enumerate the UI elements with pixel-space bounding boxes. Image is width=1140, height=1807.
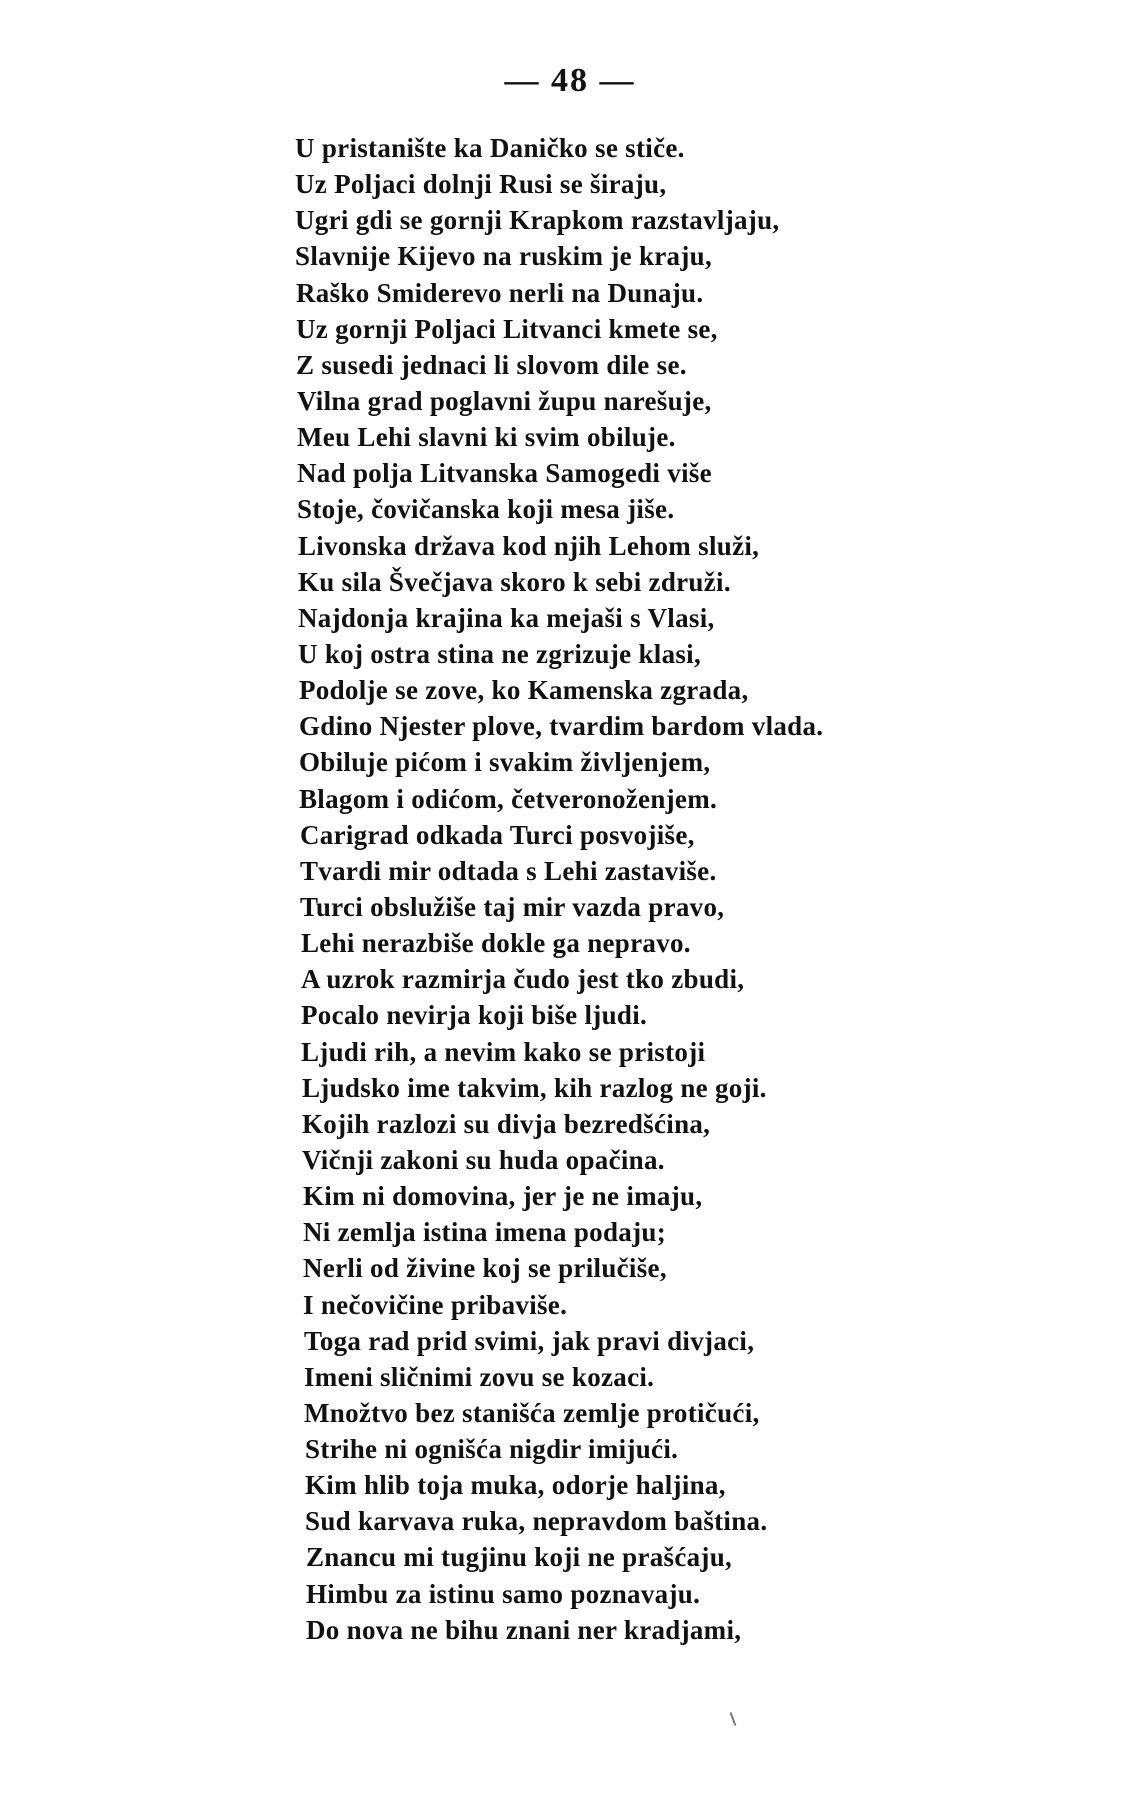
ink-speck <box>730 1712 737 1726</box>
verse-line: Imeni sličnimi zovu se kozaci. <box>304 1361 655 1392</box>
verse-line: Nerli od živine koj se prilučiše, <box>303 1253 667 1284</box>
verse-line: A uzrok razmirja čudo jest tko zbudi, <box>301 964 745 995</box>
verse-line: Vičnji zakoni su huda opačina. <box>302 1144 665 1175</box>
verse-line: Turci obslužiše taj mir vazda pravo, <box>300 891 725 922</box>
verse-line: Stoje, čovičanska koji mesa jiše. <box>297 494 675 525</box>
poem-text <box>295 130 1095 1648</box>
verse-line: Obiluje pićom i svakim življenjem, <box>299 747 711 778</box>
verse-line: U pristanište ka Daničko se stiče. <box>295 133 685 163</box>
verse-line: Raško Smiderevo nerli na Dunaju. <box>296 277 704 308</box>
verse-line: Znancu mi tugjinu koji ne prašćaju, <box>306 1542 733 1573</box>
verse-line: Carigrad odkada Turci posvojiše, <box>300 819 695 850</box>
verse-line: Toga rad prid svimi, jak pravi divjaci, <box>304 1325 755 1356</box>
verse-line: Strihe ni ognišća nigdir imijući. <box>305 1434 679 1465</box>
verse-line: Lehi nerazbiše dokle ga nepravo. <box>301 928 691 959</box>
verse-line: Ku sila Švečjava skoro k sebi združi. <box>298 566 731 597</box>
verse-line: Pocalo nevirja koji biše ljudi. <box>301 1000 648 1031</box>
verse-line: Tvardi mir odtada s Lehi zastaviše. <box>300 855 717 886</box>
verse-line: Kojih razlozi su divja bezredšćina, <box>302 1108 711 1139</box>
verse-line: Meu Lehi slavni ki svim obiluje. <box>297 422 676 453</box>
verse-line: Ljudsko ime takvim, kih razlog ne goji. <box>302 1072 767 1103</box>
page-number: — 48 — <box>504 62 636 99</box>
verse-line: Ni zemlja istina imena podaju; <box>303 1217 666 1248</box>
verse-line: Najdonja krajina ka mejaši s Vlasi, <box>298 602 715 633</box>
verse-line: Uz gornji Poljaci Litvanci kmete se, <box>296 313 718 344</box>
verse-line: Z susedi jednaci li slovom dile se. <box>296 349 687 380</box>
verse-line: Himbu za istinu samo poznavaju. <box>306 1578 701 1609</box>
verse-line: Kim ni domovina, jer je ne imaju, <box>303 1181 703 1212</box>
verse-line: Kim hlib toja muka, odorje haljina, <box>305 1470 726 1501</box>
verse-line: Vilna grad poglavni župu narešuje, <box>297 385 712 416</box>
verse-line: Nad polja Litvanska Samogedi više <box>297 458 712 489</box>
verse-line: U koj ostra stina ne zgrizuje klasi, <box>298 638 702 669</box>
verse-line: Do nova ne bihu znani ner kradjami, <box>306 1614 742 1645</box>
verse-line: I nečovičine pribaviše. <box>303 1289 568 1320</box>
verse-line: Livonska država kod njih Lehom služi, <box>298 530 760 561</box>
verse-line: Blagom i odićom, četveronoženjem. <box>299 783 718 814</box>
verse-line: Ljudi rih, a nevim kako se pristoji <box>301 1036 706 1067</box>
verse-line: Sud karvava ruka, nepravdom baština. <box>305 1506 768 1537</box>
verse-line: Množtvo bez stanišća zemlje protičući, <box>304 1397 760 1428</box>
verse-line: Ugri gdi se gornji Krapkom razstavljaju, <box>295 205 780 236</box>
verse-line: Uz Poljaci dolnji Rusi se širaju, <box>295 169 667 200</box>
verse-line: Podolje se zove, ko Kamenska zgrada, <box>299 675 749 706</box>
verse-line: Slavnije Kijevo na ruskim je kraju, <box>295 241 713 272</box>
verse-line: Gdino Njester plove, tvardim bardom vlada. <box>299 711 824 742</box>
